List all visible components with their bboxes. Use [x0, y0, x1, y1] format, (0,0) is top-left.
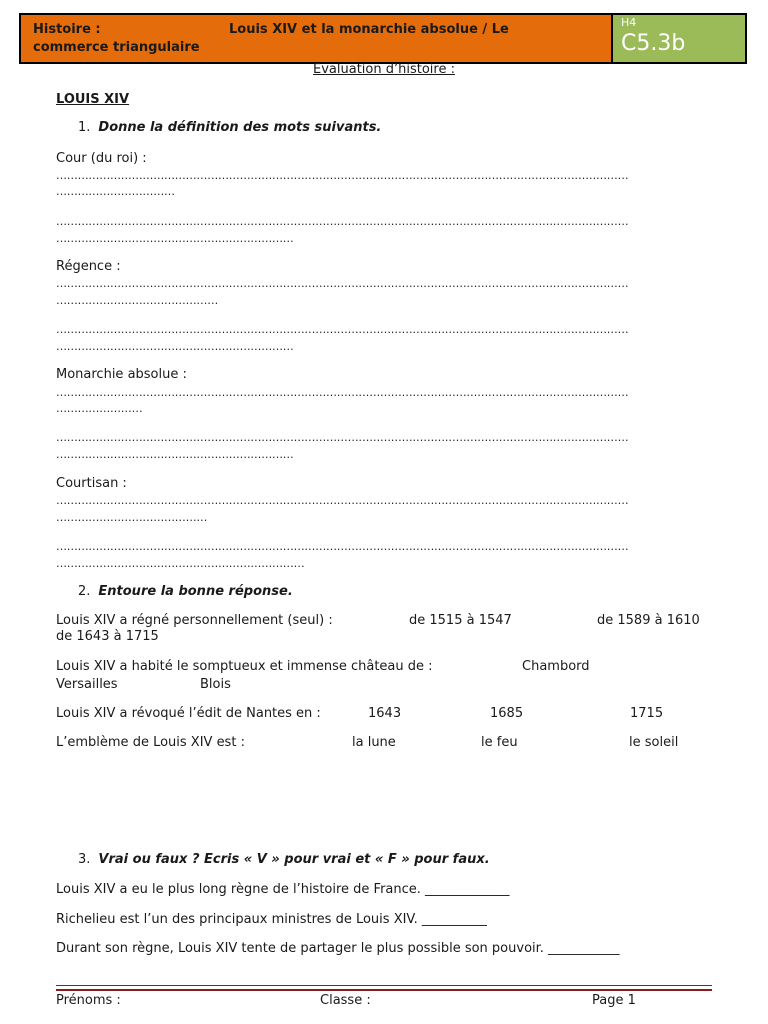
question-2-number: 2. [78, 584, 91, 599]
answer-line: …………………………………………………………………………………………………………………………………………… [56, 386, 629, 399]
header-title-block [21, 15, 613, 62]
question-3-heading [78, 852, 490, 867]
term-label: Courtisan : [56, 476, 127, 491]
mcq-option[interactable]: de 1515 à 1547 [409, 613, 512, 628]
answer-line: …………………………………………………………………………………………………………………………………………… [56, 323, 629, 336]
footer-prenoms: Prénoms : [56, 993, 121, 1008]
mcq-option[interactable]: le soleil [629, 735, 679, 750]
header-code-block [613, 15, 745, 62]
header-subject: Histoire : [33, 22, 101, 37]
question-3-text: Vrai ou faux ? Ecris « V » pour vrai et « F » pour faux. [98, 852, 490, 867]
mcq-option[interactable]: 1685 [490, 706, 524, 721]
answer-line: …………………………………………………………………………………………………………………………………………… [56, 494, 629, 507]
answer-line: …………………………………………………………… [56, 557, 305, 570]
mcq-option[interactable]: la lune [352, 735, 396, 750]
answer-line: ………………………………………………………… [56, 448, 294, 461]
footer-divider [56, 985, 712, 986]
answer-line: ………………………………………………………… [56, 340, 294, 353]
mcq-prompt: Louis XIV a habité le somptueux et immense château de : [56, 659, 433, 674]
evaluation-title: Evaluation d’histoire : [313, 62, 455, 77]
answer-line: …………………………… [56, 185, 175, 198]
answer-line: …………………………………………………………………………………………………………………………………………… [56, 169, 629, 182]
footer-classe: Classe : [320, 993, 371, 1008]
section-title: LOUIS XIV [56, 92, 130, 107]
answer-line: ……………………………………… [56, 294, 219, 307]
header-code: H4 [621, 16, 637, 29]
mcq-option[interactable]: de 1589 à 1610 [597, 613, 700, 628]
answer-line: ………………………………………………………… [56, 232, 294, 245]
mcq-prompt: Louis XIV a révoqué l’édit de Nantes en : [56, 706, 321, 721]
question-1-heading [78, 120, 381, 135]
mcq-option[interactable]: Versailles [56, 677, 118, 692]
term-label: Régence : [56, 259, 121, 274]
header-title: Louis XIV et la monarchie absolue / Le [229, 22, 509, 37]
true-false-statement[interactable]: Richelieu est l’un des principaux ministres de Louis XIV. __________ [56, 912, 487, 927]
question-3-number: 3. [78, 852, 91, 867]
true-false-statement[interactable]: Durant son règne, Louis XIV tente de partager le plus possible son pouvoir. ___________ [56, 941, 620, 956]
answer-line: …………………………………… [56, 511, 208, 524]
mcq-option[interactable]: le feu [481, 735, 518, 750]
mcq-prompt: L’emblème de Louis XIV est : [56, 735, 245, 750]
mcq-option[interactable]: Chambord [522, 659, 590, 674]
mcq-option[interactable]: de 1643 à 1715 [56, 629, 159, 644]
answer-line: …………………………………………………………………………………………………………………………………………… [56, 215, 629, 228]
header-title-continued: commerce triangulaire [33, 40, 200, 55]
footer-page-number: Page 1 [592, 993, 636, 1008]
answer-line: …………………… [56, 402, 143, 415]
answer-line: …………………………………………………………………………………………………………………………………………… [56, 540, 629, 553]
term-label: Cour (du roi) : [56, 151, 147, 166]
question-1-number: 1. [78, 120, 91, 135]
footer-divider [56, 989, 712, 991]
question-2-text: Entoure la bonne réponse. [98, 584, 293, 599]
header-banner [19, 13, 747, 64]
question-2-heading [78, 584, 293, 599]
mcq-option[interactable]: 1715 [630, 706, 664, 721]
question-1-text: Donne la définition des mots suivants. [98, 120, 382, 135]
term-label: Monarchie absolue : [56, 367, 187, 382]
mcq-prompt: Louis XIV a régné personnellement (seul) : [56, 613, 333, 628]
header-competency: C5.3b [621, 31, 686, 56]
mcq-option[interactable]: Blois [200, 677, 231, 692]
answer-line: …………………………………………………………………………………………………………………………………………… [56, 431, 629, 444]
answer-line: …………………………………………………………………………………………………………………………………………… [56, 277, 629, 290]
mcq-option[interactable]: 1643 [368, 706, 402, 721]
true-false-statement[interactable]: Louis XIV a eu le plus long règne de l’histoire de France. _____________ [56, 882, 510, 897]
